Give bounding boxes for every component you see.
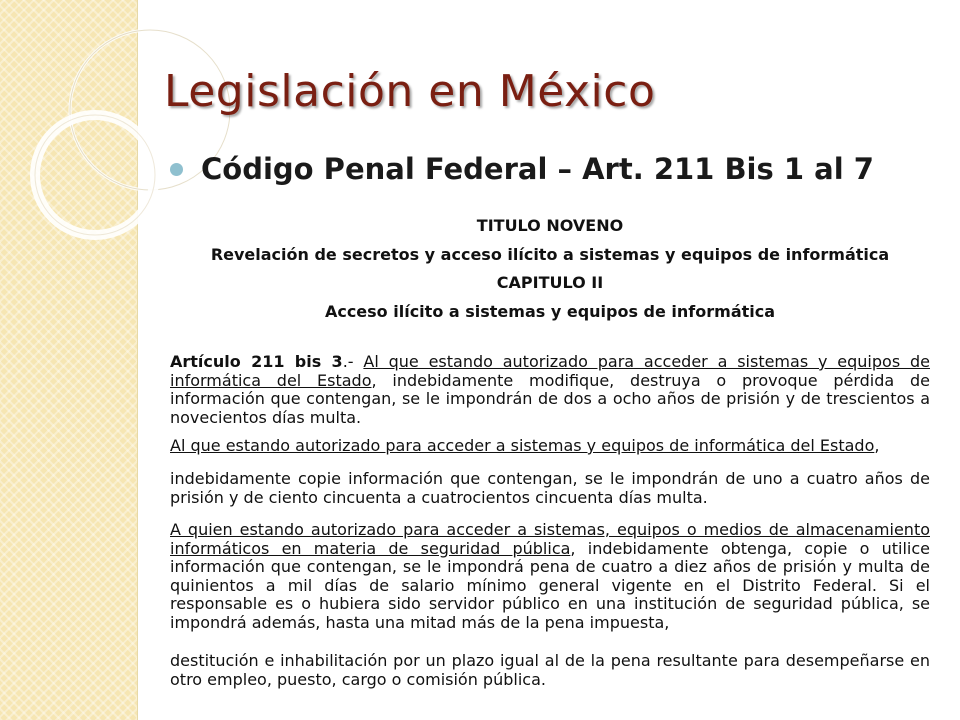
article-paragraph-2: [170, 437, 930, 456]
titulo-description: Revelación de secretos y acceso ilícito a sistemas y equipos de informática: [210, 245, 890, 264]
article-underlined-text: A quien estando autorizado para acceder a sistemas, equipos o medios de almacenamiento informáticos en materia de seguridad pública: [170, 520, 930, 558]
article-underlined-text: Al que estando autorizado para acceder a sistemas y equipos de informática del Estado: [170, 352, 930, 390]
article-paragraph-4: [170, 521, 930, 632]
bullet-item: [170, 152, 930, 186]
article-underlined-text: Al que estando autorizado para acceder a sistemas y equipos de informática del Estado: [170, 436, 875, 455]
article-paragraph-1: [170, 353, 930, 427]
bullet-text: Código Penal Federal – Art. 211 Bis 1 al 7: [201, 152, 874, 186]
article-paragraph-3: indebidamente copie información que contengan, se le impondrán de uno a cuatro años de prisión y de ciento cincuenta a cuatrocientos cincuenta días multa.: [170, 469, 930, 507]
titulo-heading: TITULO NOVENO: [476, 216, 624, 235]
slide-title: Legislación en México: [164, 66, 656, 117]
article-label: Artículo 211 bis 3: [170, 352, 343, 371]
article-text: , indebidamente obtenga, copie o utilice información que contengan, se le impondrá pena de cuatro a diez años de prisión y multa de quinientos a mil días de salario mínimo general vigente en el Distrito Federal. Si el responsable es o hubiera sido servidor público en una institución de seguridad pública, se impondrá además, hasta una mitad más de la pena impuesta,: [170, 538, 930, 632]
bullet-icon: [170, 163, 183, 176]
article-text: ,: [874, 436, 880, 455]
capitulo-heading: CAPITULO II: [496, 273, 604, 292]
article-paragraph-5: destitución e inhabilitación por un plazo igual al de la pena resultante para desempeñarse en otro empleo, puesto, cargo o comisión pública.: [170, 651, 930, 689]
article-separator: .-: [342, 352, 364, 371]
capitulo-description: Acceso ilícito a sistemas y equipos de informática: [324, 302, 776, 321]
article-text: , indebidamente modifique, destruya o provoque pérdida de información que contengan, se le impondrán de dos a ocho años de prisión y de trescientos a novecientos días multa.: [170, 370, 930, 427]
